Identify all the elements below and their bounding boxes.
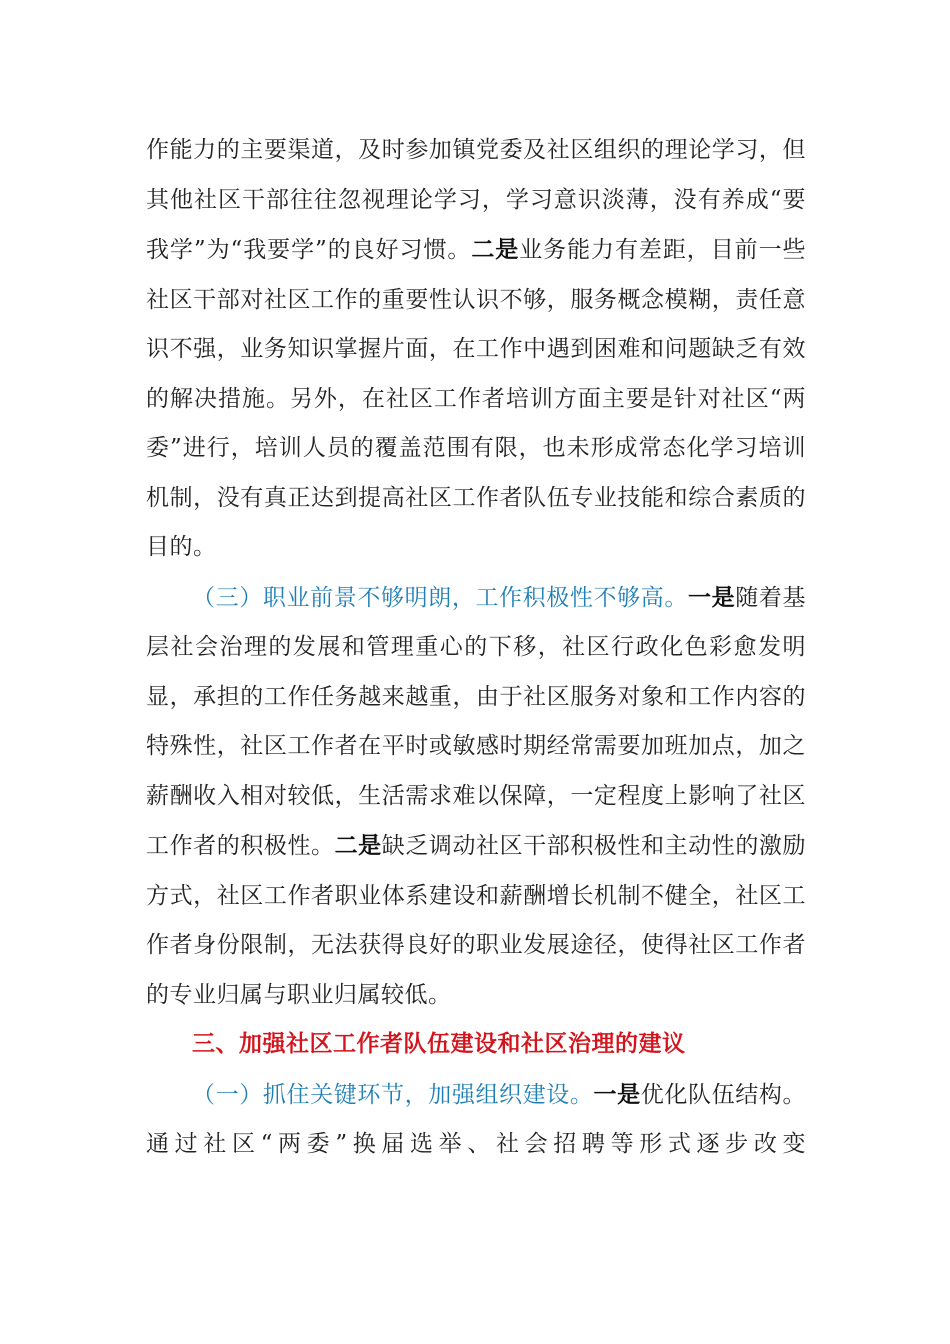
- subheading-3: （三）职业前景不够明朗，工作积极性不够高。: [192, 584, 689, 611]
- paragraph-3-text-a: 优化队伍结构。通过社区“两委”换届选举、社会招聘等形式逐步改变: [146, 1081, 807, 1157]
- paragraph-1: [146, 126, 806, 573]
- paragraph-2-text-b: 缺乏调动社区干部积极性和主动性的激励方式，社区工作者职业体系建设和薪酬增长机制不健全，社区工作者身份限制，无法获得良好的职业发展途径，使得社区工作者的专业归属与职业归属较低。: [146, 833, 807, 1008]
- paragraph-3: [146, 1070, 806, 1170]
- document-body: [146, 126, 806, 1170]
- paragraph-1-marker-two: 二是: [471, 236, 520, 263]
- subheading-1: （一）抓住关键环节，加强组织建设。: [192, 1081, 594, 1108]
- paragraph-2-marker-two: 二是: [334, 832, 382, 859]
- paragraph-2: [146, 573, 806, 1021]
- paragraph-1-text-a: 作能力的主要渠道，及时参加镇党委及社区组织的理论学习，但其他社区干部往往忽视理论学习，学习意识淡薄，没有养成“要我学”为“我要学”的良好习惯。: [146, 137, 806, 263]
- paragraph-1-text-b: 业务能力有差距，目前一些社区干部对社区工作的重要性认识不够，服务概念模糊，责任意识不强，业务知识掌握片面，在工作中遇到困难和问题缺乏有效的解决措施。另外，在社区工作者培训方面主要是针对社区“两委”进行，培训人员的覆盖范围有限，也未形成常态化学习培训机制，没有真正达到提高社区工作者队伍专业技能和综合素质的目的。: [146, 237, 807, 560]
- paragraph-3-marker-one: 一是: [593, 1080, 641, 1108]
- section-heading-3: 三、加强社区工作者队伍建设和社区治理的建议: [192, 1031, 686, 1057]
- paragraph-2-text-a: 随着基层社会治理的发展和管理重心的下移，社区行政化色彩愈发明显，承担的工作任务越来越重，由于社区服务对象和工作内容的特殊性，社区工作者在平时或敏感时期经常需要加班加点，加之薪酬收入相对较低，生活需求难以保障，一定程度上影响了社区工作者的积极性。: [146, 584, 807, 859]
- paragraph-2-marker-one: 一是: [688, 583, 736, 611]
